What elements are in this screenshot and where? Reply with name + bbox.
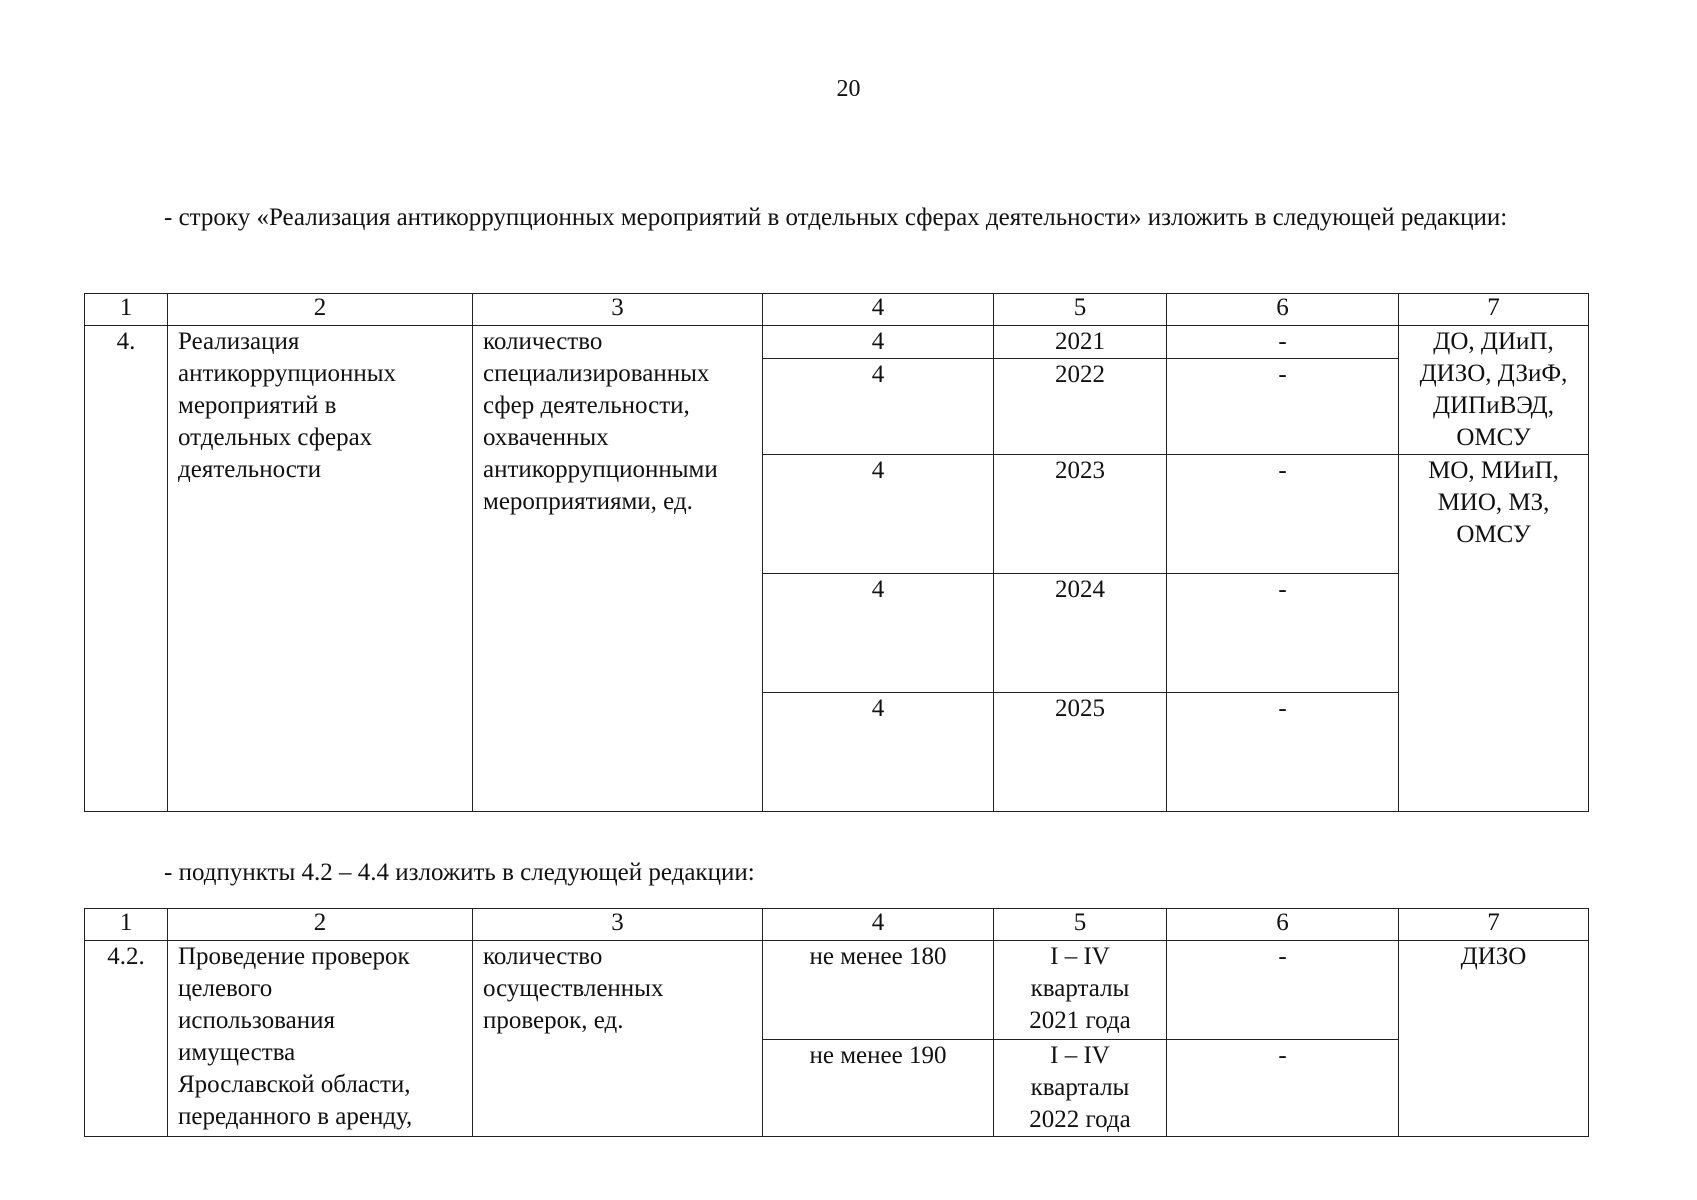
column-header: 4	[763, 294, 994, 326]
text-line: Реализация	[178, 328, 300, 355]
column-6-cell: -	[1167, 693, 1399, 812]
responsible-executors: ДИЗО	[1399, 941, 1589, 1137]
text-line: 2021 года	[1029, 1007, 1131, 1034]
indicator-value: 4	[763, 574, 994, 693]
text-line: МИО, МЗ,	[1437, 489, 1550, 516]
responsible-executors	[1399, 326, 1589, 455]
text-line: охваченных	[483, 424, 609, 451]
text-line: кварталы	[1030, 1074, 1130, 1101]
column-header: 2	[168, 294, 473, 326]
text-line: антикоррупционными	[483, 456, 718, 483]
text-line: ОМСУ	[1456, 424, 1531, 451]
text-line: I – IV	[1050, 1042, 1110, 1069]
text-line: количество	[483, 943, 603, 970]
indicator-value: не менее 190	[763, 1040, 994, 1137]
activity-name	[168, 326, 473, 812]
column-6-cell: -	[1167, 455, 1399, 574]
text-line: кварталы	[1030, 975, 1130, 1002]
text-line: отдельных сферах	[178, 424, 373, 451]
period-cell	[994, 1040, 1167, 1137]
text-line: осуществленных	[483, 975, 664, 1002]
table-anticorruption-activities	[84, 293, 1589, 812]
column-6-cell: -	[1167, 941, 1399, 1040]
text-line: сфер деятельности,	[483, 392, 690, 419]
column-header: 1	[85, 909, 168, 941]
text-line: МО, МИиП,	[1428, 457, 1559, 484]
table-row	[85, 941, 1589, 1040]
table-property-inspections	[84, 908, 1589, 1137]
text-line: антикоррупционных	[178, 360, 397, 387]
column-header: 6	[1167, 909, 1399, 941]
text-line: ДИЗО, ДЗиФ,	[1419, 360, 1568, 387]
year-cell: 2025	[994, 693, 1167, 812]
text-line: количество	[483, 328, 603, 355]
indicator-value: 4	[763, 326, 994, 359]
year-cell: 2024	[994, 574, 1167, 693]
text-line: Ярославской области,	[178, 1071, 411, 1098]
text-line: специализированных	[483, 360, 710, 387]
year-cell: 2021	[994, 326, 1167, 359]
column-header: 6	[1167, 294, 1399, 326]
column-header: 5	[994, 909, 1167, 941]
indicator-value: 4	[763, 359, 994, 455]
indicator-value: не менее 180	[763, 941, 994, 1040]
period-cell	[994, 941, 1167, 1040]
indicator-value: 4	[763, 455, 994, 574]
activity-name	[168, 941, 473, 1137]
text-line: ДО, ДИиП,	[1433, 328, 1554, 355]
column-header: 4	[763, 909, 994, 941]
column-6-cell: -	[1167, 359, 1399, 455]
instruction-paragraph-2: - подпункты 4.2 – 4.4 изложить в следующей редакции:	[164, 859, 755, 886]
page-number: 20	[836, 76, 861, 102]
column-header: 7	[1399, 294, 1589, 326]
instruction-paragraph-1: - строку «Реализация антикоррупционных мероприятий в отдельных сферах деятельности» изложить в следующей редакции:	[164, 204, 1508, 231]
indicator-value: 4	[763, 693, 994, 812]
responsible-executors	[1399, 455, 1589, 812]
column-6-cell: -	[1167, 1040, 1399, 1137]
text-line: ДИПиВЭД,	[1433, 392, 1554, 419]
text-line: I – IV	[1050, 943, 1110, 970]
text-line: целевого	[178, 975, 273, 1002]
text-line: переданного в аренду,	[178, 1103, 413, 1130]
text-line: Проведение проверок	[178, 943, 410, 970]
text-line: мероприятиями, ед.	[483, 488, 693, 515]
table-header-row	[85, 909, 1589, 941]
item-number: 4.	[85, 326, 168, 812]
text-line: 2022 года	[1029, 1106, 1131, 1133]
year-cell: 2023	[994, 455, 1167, 574]
table-header-row	[85, 294, 1589, 326]
text-line: деятельности	[178, 456, 322, 483]
column-6-cell: -	[1167, 326, 1399, 359]
text-line: мероприятий в	[178, 392, 337, 419]
column-6-cell: -	[1167, 574, 1399, 693]
year-cell: 2022	[994, 359, 1167, 455]
indicator-name	[473, 326, 763, 812]
indicator-name	[473, 941, 763, 1137]
text-line: ОМСУ	[1456, 521, 1531, 548]
table-row	[85, 326, 1589, 359]
text-line: проверок, ед.	[483, 1007, 624, 1034]
text-line: использования	[178, 1007, 335, 1034]
column-header: 5	[994, 294, 1167, 326]
column-header: 1	[85, 294, 168, 326]
column-header: 3	[473, 909, 763, 941]
text-line: имущества	[178, 1039, 296, 1066]
item-number: 4.2.	[85, 941, 168, 1137]
column-header: 3	[473, 294, 763, 326]
column-header: 2	[168, 909, 473, 941]
column-header: 7	[1399, 909, 1589, 941]
